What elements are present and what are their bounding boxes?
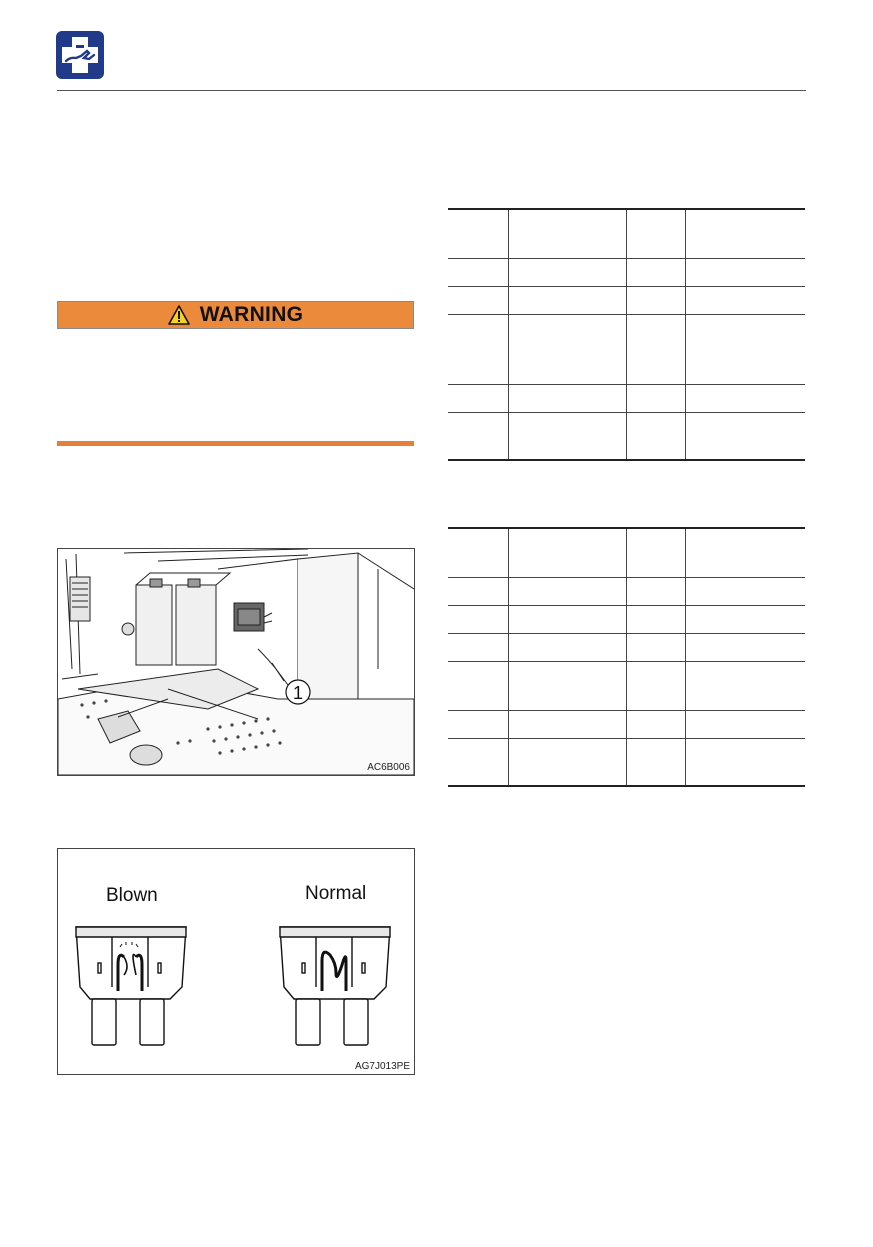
fuse-table-1 xyxy=(448,208,805,461)
table-row xyxy=(448,314,805,384)
figure-code: AG7J013PE xyxy=(354,1061,410,1072)
fuse-comparison-figure xyxy=(57,848,415,1075)
warning-end-rule xyxy=(57,441,414,446)
normal-label: Normal xyxy=(305,883,367,904)
table-row xyxy=(448,258,805,286)
header-divider xyxy=(57,90,806,91)
table-row xyxy=(448,605,805,633)
table-row xyxy=(448,633,805,661)
fuse-table-2 xyxy=(448,527,805,787)
table-row xyxy=(448,384,805,412)
warning-triangle-icon xyxy=(168,305,190,325)
figure-code: AC6B006 xyxy=(367,762,410,773)
table-row xyxy=(448,528,805,577)
table-row xyxy=(448,710,805,738)
blown-label: Blown xyxy=(106,885,158,906)
table-row xyxy=(448,286,805,314)
fuse-box-location-figure xyxy=(57,548,415,776)
maintenance-logo-icon xyxy=(56,31,104,79)
callout-number: 1 xyxy=(292,683,304,703)
engine-compartment-illustration xyxy=(58,549,414,775)
warning-label: WARNING xyxy=(199,303,304,326)
table-row xyxy=(448,661,805,710)
table-row xyxy=(448,412,805,460)
table-row xyxy=(448,738,805,786)
warning-banner xyxy=(57,301,414,329)
table-row xyxy=(448,209,805,258)
table-row xyxy=(448,577,805,605)
normal-fuse-icon xyxy=(276,921,396,1051)
blown-fuse-icon xyxy=(72,921,192,1051)
